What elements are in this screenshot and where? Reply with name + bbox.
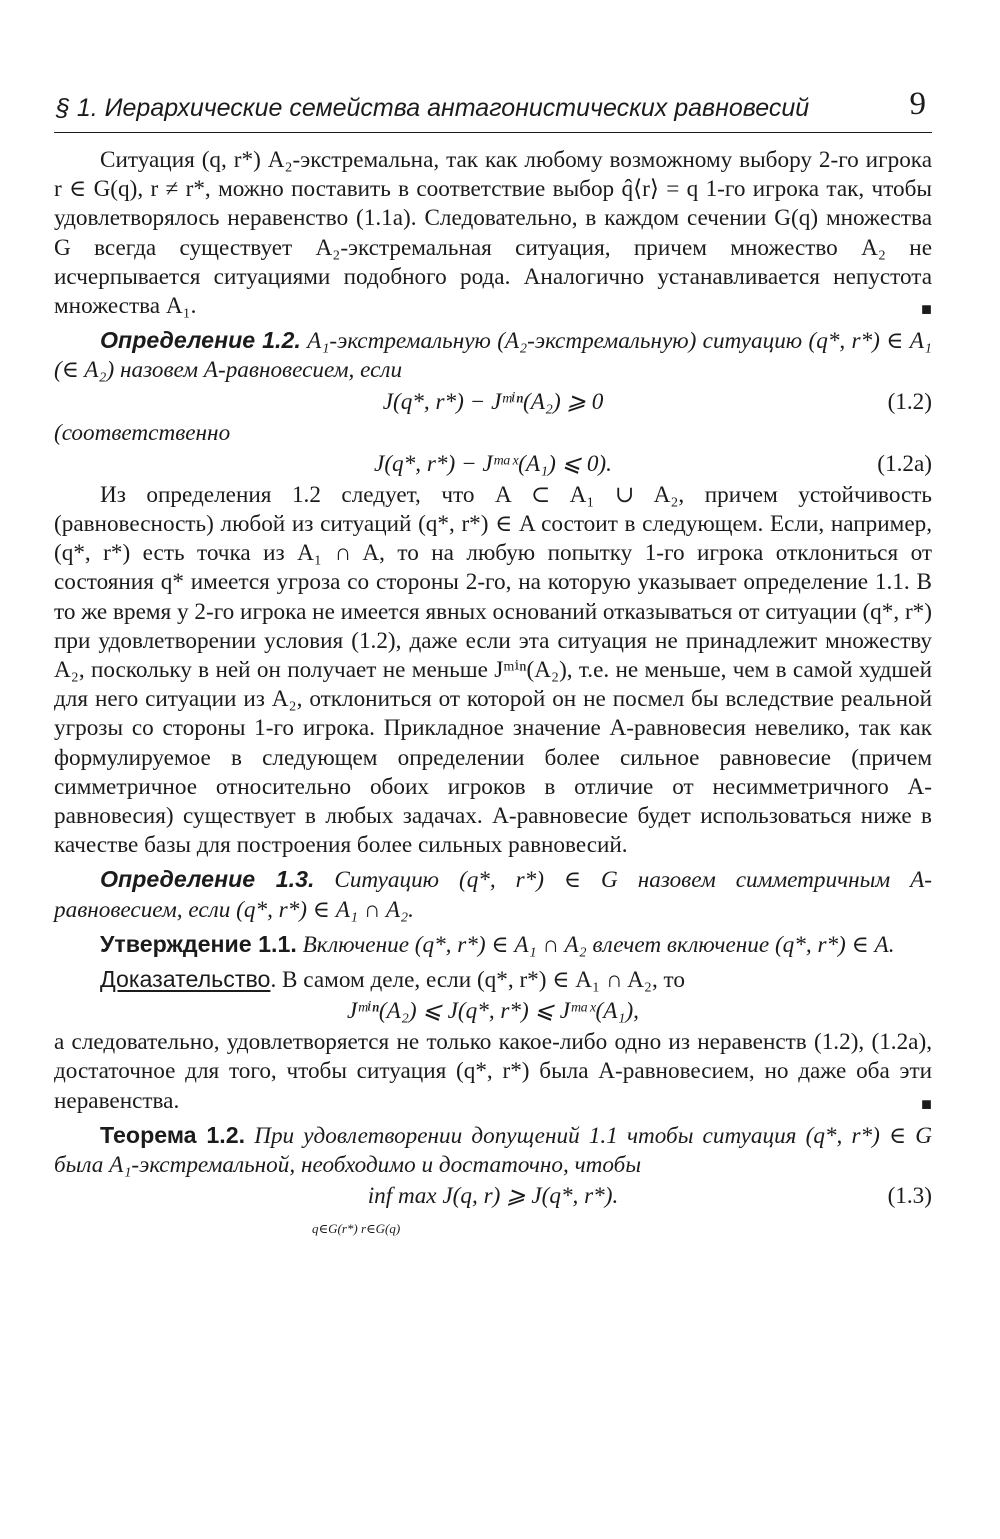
- running-head: [54, 86, 932, 133]
- equation-formula: J(q*, r*) − Jᵐⁱⁿ(A₂) ⩾ 0: [382, 388, 604, 415]
- definition-text: A₁-экстремальную (A₂-экстремальную) ситуацию (q*, r*) ∈ A₁ (∈ A₂) назовем A-равновесием, если: [54, 328, 932, 384]
- proof-label: Доказательство: [100, 966, 271, 993]
- equation-1-3: [54, 1180, 932, 1242]
- definition-label: Определение 1.3.: [100, 866, 315, 893]
- definition-text: Ситуацию (q*, r*) ∈ G назовем симметричным A-равновесием, если (q*, r*) ∈ A₁ ∩ A₂.: [54, 867, 932, 923]
- equation-formula: J(q*, r*) − Jᵐᵃˣ(A₁) ⩽ 0).: [374, 450, 612, 477]
- theorem-1-2: [54, 1121, 932, 1180]
- proof: [54, 965, 932, 995]
- section-title: § 1. Иерархические семейства антагонистических равновесий: [56, 94, 810, 122]
- statement-label: Утверждение 1.1.: [100, 930, 297, 957]
- equation-number: (1.3): [887, 1183, 932, 1210]
- respectively-note: (соответственно: [54, 419, 231, 446]
- proof-conclusion: а следовательно, удовлетворяется не только какое-либо одно из неравенств (1.2), (1.2a), достаточное для того, чтобы ситуация (q*, r*) была A-равновесием, но даже оба эти неравенства. ■: [54, 1028, 932, 1116]
- equation-1-2a: [54, 448, 932, 481]
- proof-equation: [54, 995, 932, 1028]
- paragraph-discussion: Из определения 1.2 следует, что A ⊂ A₁ ∪ A₂, причем устойчивость (равновесность) любой из ситуаций (q*, r*) ∈ A состоит в следующем. Если, например, (q*, r*) есть точка из A₁ ∩ A, то на любую попытку 1-го игрока отклониться от состояния q* имеется угроза со стороны 2-го, на которую указывает определение 1.1. В то же время у 2-го игрока не имеется явных оснований отказываться от ситуации (q*, r*) при удовлетворении условия (1.2), даже если эта ситуация не принадлежит множеству A₂, поскольку в ней он получает не меньше Jᵐⁱⁿ(A₂), т.е. не меньше, чем в самой худшей для него ситуации из A₂, отклониться от которой он не посмел бы вследствие реальной угрозы со стороны 1-го игрока. Прикладное значение A-равновесия невелико, так как формулируемое в следующем определении более сильное равновесие (причем симметричное относительно обоих игроков в отличие от несимметричного A-равновесия) существует в любых задачах. A-равновесие будет использоваться ниже в качестве базы для построения более сильных равновесий.: [54, 481, 932, 859]
- equation-formula: inf max J(q, r) ⩾ J(q*, r*).: [367, 1183, 619, 1210]
- theorem-label: Теорема 1.2.: [100, 1121, 246, 1148]
- equation-limits: q∈G(r*) r∈G(q): [312, 1221, 401, 1237]
- definition-1-3: [54, 865, 932, 924]
- body-text: [54, 146, 932, 1242]
- statement-1-1: [54, 930, 932, 960]
- statement-text: Включение (q*, r*) ∈ A₁ ∩ A₂ влечет включение (q*, r*) ∈ A.: [302, 931, 895, 958]
- proof-text: . В самом деле, если (q*, r*) ∈ A₁ ∩ A₂, то: [270, 967, 685, 994]
- definition-1-2: [54, 326, 932, 385]
- theorem-text: При удовлетворении допущений 1.1 чтобы ситуация (q*, r*) ∈ G была A₁-экстремальной, необходимо и достаточно, чтобы: [54, 1122, 933, 1179]
- equation-number: (1.2a): [877, 450, 932, 477]
- definition-label: Определение 1.2.: [100, 327, 301, 354]
- page-number: 9: [909, 86, 926, 122]
- paragraph-proof-continuation: Ситуация (q, r*) A₂-экстремальна, так как любому возможному выбору 2-го игрока r ∈ G(q), r ≠ r*, можно поставить в соответствие выбор q̂⟨r⟩ = q 1-го игрока так, чтобы удовлетворялось неравенство (1.1a). Следовательно, в каждом сечении G(q) множества G всегда существует A₂-экстремальная ситуация, причем множество A₂ не исчерпывается ситуациями подобного рода. Аналогично устанавливается непустота множества A₁. ■: [54, 146, 932, 321]
- equation-1-2: [54, 386, 932, 419]
- equation-formula: Jᵐⁱⁿ(A₂) ⩽ J(q*, r*) ⩽ Jᵐᵃˣ(A₁),: [347, 998, 639, 1025]
- equation-number: (1.2): [887, 388, 932, 415]
